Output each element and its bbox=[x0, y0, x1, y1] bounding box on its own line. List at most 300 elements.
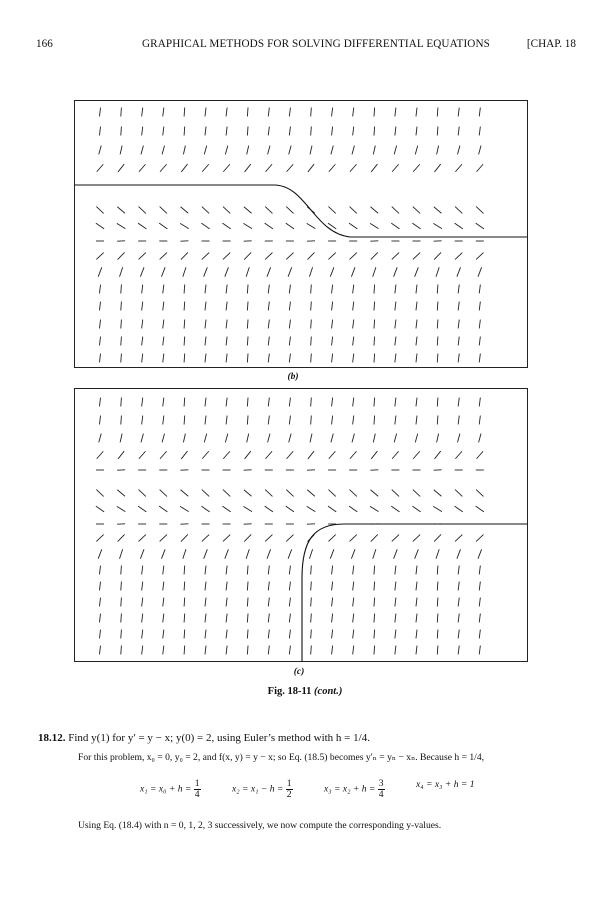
slope-segment bbox=[268, 582, 269, 591]
slope-segment bbox=[370, 506, 379, 511]
slope-segment bbox=[226, 285, 227, 294]
slope-segment bbox=[184, 398, 185, 407]
slope-segment bbox=[437, 354, 438, 363]
slope-segment bbox=[121, 614, 122, 623]
slope-segment bbox=[266, 164, 273, 172]
slope-segment bbox=[289, 354, 290, 363]
slope-segment bbox=[205, 354, 206, 363]
slope-segment bbox=[121, 630, 122, 639]
slope-segment bbox=[329, 451, 336, 459]
slope-segment bbox=[268, 127, 269, 136]
slope-segment bbox=[395, 398, 396, 407]
slope-segment bbox=[458, 127, 459, 136]
slope-segment bbox=[268, 630, 269, 639]
slope-segment bbox=[223, 164, 230, 172]
slope-segment bbox=[204, 434, 206, 443]
slope-segment bbox=[286, 253, 293, 260]
slope-segment bbox=[202, 253, 209, 260]
slope-segment bbox=[289, 108, 290, 117]
slope-segment bbox=[99, 354, 100, 363]
slope-segment bbox=[161, 549, 165, 558]
slope-segment bbox=[351, 267, 355, 276]
slope-segment bbox=[205, 598, 206, 607]
slope-segment bbox=[99, 337, 100, 346]
slope-segment bbox=[163, 354, 164, 363]
slope-segment bbox=[247, 398, 248, 407]
direction-field-panel-b bbox=[74, 100, 528, 368]
slope-segment bbox=[268, 320, 269, 329]
slope-segment bbox=[163, 127, 164, 136]
slope-segment bbox=[163, 582, 164, 591]
slope-segment bbox=[458, 630, 459, 639]
slope-segment bbox=[392, 253, 399, 260]
slope-segment bbox=[374, 416, 375, 425]
slope-segment bbox=[243, 506, 252, 511]
slope-segment bbox=[139, 490, 146, 497]
slope-segment bbox=[247, 127, 248, 136]
slope-segment bbox=[455, 506, 463, 512]
slope-segment bbox=[349, 506, 357, 512]
slope-segment bbox=[328, 490, 335, 497]
slope-segment bbox=[433, 506, 442, 511]
slope-segment bbox=[412, 223, 420, 229]
slope-segment bbox=[205, 320, 206, 329]
slope-segment bbox=[416, 566, 417, 575]
slope-segment bbox=[458, 146, 460, 155]
slope-segment bbox=[311, 646, 312, 655]
slope-segment bbox=[353, 598, 354, 607]
slope-segment bbox=[118, 534, 125, 541]
slope-segment bbox=[413, 451, 420, 459]
slope-segment bbox=[374, 598, 375, 607]
slope-segment bbox=[437, 614, 438, 623]
slope-segment bbox=[437, 646, 438, 655]
slope-segment bbox=[225, 549, 229, 558]
slope-segment bbox=[222, 223, 230, 229]
slope-segment bbox=[226, 598, 227, 607]
slope-segment bbox=[268, 285, 269, 294]
slope-segment bbox=[161, 267, 165, 276]
slope-segment bbox=[184, 127, 185, 136]
slope-segment bbox=[286, 535, 293, 542]
slope-segment bbox=[99, 646, 100, 655]
slope-segment bbox=[142, 630, 143, 639]
slope-segment bbox=[201, 506, 209, 512]
slope-segment bbox=[395, 582, 396, 591]
slope-segment bbox=[121, 302, 122, 311]
problem-body-line-2: Using Eq. (18.4) with n = 0, 1, 2, 3 successively, we now compute the corresponding y-values. bbox=[78, 820, 442, 831]
slope-segment bbox=[163, 646, 164, 655]
slope-segment bbox=[332, 285, 333, 294]
slope-segment bbox=[458, 398, 459, 407]
slope-segment bbox=[226, 582, 227, 591]
slope-segment bbox=[268, 646, 269, 655]
slope-segment bbox=[395, 598, 396, 607]
problem-statement bbox=[38, 732, 370, 744]
problem-number: 18.12. bbox=[38, 732, 66, 744]
slope-segment bbox=[311, 416, 312, 425]
slope-segment bbox=[476, 207, 483, 214]
slope-segment bbox=[437, 108, 438, 117]
slope-segment bbox=[223, 490, 230, 497]
slope-segment bbox=[205, 630, 206, 639]
slope-segment bbox=[353, 566, 354, 575]
slope-segment bbox=[374, 582, 375, 591]
slope-segment bbox=[353, 302, 354, 311]
slope-segment bbox=[395, 302, 396, 311]
slope-segment bbox=[120, 549, 123, 558]
slope-segment bbox=[458, 646, 459, 655]
slope-segment bbox=[416, 598, 417, 607]
slope-segment bbox=[311, 582, 312, 591]
slope-segment bbox=[98, 549, 102, 558]
slope-segment bbox=[184, 108, 185, 117]
slope-segment bbox=[479, 630, 480, 639]
slope-segment bbox=[307, 223, 316, 228]
slope-segment bbox=[142, 646, 143, 655]
figure-suffix: (cont.) bbox=[314, 686, 343, 697]
slope-segment bbox=[286, 223, 294, 229]
slope-segment bbox=[96, 253, 103, 260]
slope-segment bbox=[412, 506, 420, 512]
slope-segment bbox=[205, 416, 206, 425]
slope-segment bbox=[180, 506, 189, 511]
slope-segment bbox=[244, 252, 251, 259]
slope-segment bbox=[247, 614, 248, 623]
slope-segment bbox=[395, 354, 396, 363]
slope-segment bbox=[267, 549, 271, 558]
slope-segment bbox=[247, 630, 248, 639]
slope-segment bbox=[437, 127, 438, 136]
slope-segment bbox=[394, 267, 398, 276]
slope-segment bbox=[96, 506, 104, 512]
slope-segment bbox=[226, 416, 227, 425]
page-number: 166 bbox=[36, 38, 53, 50]
slope-segment bbox=[142, 416, 143, 425]
slope-segment bbox=[395, 285, 396, 294]
slope-segment bbox=[245, 164, 251, 172]
slope-segment bbox=[413, 535, 420, 542]
slope-segment bbox=[247, 108, 248, 117]
slope-segment bbox=[138, 223, 146, 229]
slope-segment bbox=[99, 582, 100, 591]
slope-segment bbox=[416, 108, 417, 117]
slope-segment bbox=[163, 614, 164, 623]
slope-segment bbox=[99, 598, 100, 607]
slope-segment bbox=[99, 127, 100, 136]
slope-segment bbox=[391, 223, 399, 229]
slope-segment bbox=[351, 549, 355, 558]
slope-segment bbox=[265, 535, 272, 542]
slope-segment bbox=[436, 267, 439, 276]
slope-segment bbox=[268, 108, 269, 117]
slope-segment bbox=[392, 535, 399, 542]
slope-segment bbox=[392, 164, 399, 172]
slope-segment bbox=[118, 451, 124, 459]
slope-segment bbox=[181, 164, 187, 172]
slope-segment bbox=[96, 535, 103, 542]
slope-segment bbox=[395, 108, 396, 117]
slope-segment bbox=[437, 320, 438, 329]
slope-segment bbox=[353, 582, 354, 591]
slope-segment bbox=[289, 566, 290, 575]
slope-segment bbox=[97, 451, 104, 459]
slope-segment bbox=[332, 320, 333, 329]
slope-segment bbox=[247, 416, 248, 425]
slope-segment bbox=[225, 267, 229, 276]
slope-segment bbox=[332, 127, 333, 136]
slope-segment bbox=[181, 451, 187, 459]
slope-segment bbox=[205, 614, 206, 623]
slope-segment bbox=[117, 490, 125, 496]
slope-segment bbox=[307, 490, 315, 496]
slope-segment bbox=[311, 285, 312, 294]
slope-segment bbox=[458, 285, 459, 294]
slope-segment bbox=[246, 267, 249, 276]
slope-segment bbox=[121, 108, 122, 117]
panel-label-b: (b) bbox=[287, 372, 299, 382]
slope-segment bbox=[370, 207, 378, 213]
slope-segment bbox=[226, 566, 227, 575]
slope-segment bbox=[289, 646, 290, 655]
plot-frame bbox=[75, 101, 528, 368]
slope-segment bbox=[205, 285, 206, 294]
slope-segment bbox=[117, 223, 126, 228]
slope-segment bbox=[184, 337, 185, 346]
slope-segment bbox=[139, 451, 146, 459]
slope-segment bbox=[226, 337, 227, 346]
slope-segment bbox=[479, 614, 480, 623]
slope-segment bbox=[160, 490, 167, 497]
slope-segment bbox=[458, 354, 459, 363]
slope-segment bbox=[311, 566, 312, 575]
slope-segment bbox=[477, 451, 484, 459]
figure-label: Fig. 18-11 bbox=[267, 686, 312, 697]
slope-segment bbox=[204, 549, 208, 558]
slope-segment bbox=[265, 253, 272, 260]
slope-segment bbox=[205, 127, 206, 136]
slope-segment bbox=[437, 434, 439, 443]
slope-segment bbox=[99, 630, 100, 639]
slope-segment bbox=[99, 416, 100, 425]
slope-segment bbox=[265, 490, 272, 497]
slope-segment bbox=[286, 506, 294, 512]
equation-x2: x₂ = x₁ − h = $\frac{1}{2}$ bbox=[232, 778, 292, 800]
slope-segment bbox=[370, 223, 379, 228]
slope-segment bbox=[332, 398, 333, 407]
slope-segment bbox=[225, 434, 227, 443]
slope-segment bbox=[458, 337, 459, 346]
slope-segment bbox=[96, 223, 104, 229]
slope-segment bbox=[202, 490, 209, 497]
slope-segment bbox=[374, 566, 375, 575]
slope-segment bbox=[184, 566, 185, 575]
slope-segment bbox=[479, 582, 480, 591]
slope-segment bbox=[416, 354, 417, 363]
slope-segment bbox=[289, 598, 290, 607]
equation-x3: x₃ = x₂ + h = $\frac{3}{4}$ bbox=[324, 778, 384, 800]
slope-segment bbox=[332, 108, 333, 117]
slope-segment bbox=[202, 207, 209, 214]
slope-segment bbox=[311, 614, 312, 623]
slope-segment bbox=[479, 146, 481, 155]
slope-segment bbox=[332, 614, 333, 623]
slope-segment bbox=[163, 337, 164, 346]
slope-segment bbox=[181, 534, 188, 541]
slope-segment bbox=[121, 416, 122, 425]
slope-segment bbox=[245, 451, 251, 459]
slope-segment bbox=[289, 127, 290, 136]
slope-segment bbox=[121, 285, 122, 294]
slope-segment bbox=[120, 434, 122, 443]
slope-segment bbox=[204, 267, 208, 276]
slope-segment bbox=[120, 267, 123, 276]
slope-segment bbox=[223, 535, 230, 542]
slope-segment bbox=[349, 223, 357, 229]
slope-segment bbox=[205, 398, 206, 407]
slope-segment bbox=[374, 127, 375, 136]
slope-segment bbox=[458, 434, 460, 443]
slope-segment bbox=[330, 549, 334, 558]
slope-segment bbox=[479, 416, 480, 425]
slope-segment bbox=[121, 582, 122, 591]
slope-segment bbox=[184, 285, 185, 294]
slope-segment bbox=[286, 490, 293, 497]
slope-segment bbox=[244, 534, 251, 541]
slope-segment bbox=[437, 598, 438, 607]
slope-segment bbox=[311, 398, 312, 407]
slope-segment bbox=[120, 146, 122, 155]
slope-segment bbox=[329, 164, 336, 172]
slope-segment bbox=[415, 267, 419, 276]
slope-segment bbox=[99, 302, 100, 311]
slope-segment bbox=[268, 416, 269, 425]
slope-segment bbox=[223, 207, 230, 214]
slope-segment bbox=[308, 451, 314, 459]
slope-segment bbox=[247, 337, 248, 346]
slope-segment bbox=[139, 164, 146, 172]
slope-segment bbox=[434, 252, 441, 259]
slope-segment bbox=[184, 354, 185, 363]
slope-segment bbox=[437, 566, 438, 575]
slope-segment bbox=[395, 127, 396, 136]
slope-segment bbox=[142, 598, 143, 607]
slope-segment bbox=[142, 337, 143, 346]
slope-segment bbox=[437, 630, 438, 639]
slope-segment bbox=[141, 146, 143, 155]
slope-segment bbox=[415, 146, 417, 155]
slope-segment bbox=[479, 302, 480, 311]
slope-segment bbox=[309, 549, 312, 558]
slope-segment bbox=[476, 253, 483, 260]
slope-segment bbox=[416, 582, 417, 591]
slope-segment bbox=[479, 108, 480, 117]
slope-segment bbox=[160, 253, 167, 260]
slope-segment bbox=[331, 146, 333, 155]
slope-segment bbox=[371, 252, 378, 259]
slope-segment bbox=[479, 646, 480, 655]
slope-segment bbox=[226, 614, 227, 623]
x-values-equations bbox=[140, 773, 480, 801]
slope-segment bbox=[247, 598, 248, 607]
slope-segment bbox=[205, 337, 206, 346]
slope-segment bbox=[121, 646, 122, 655]
slope-segment bbox=[118, 252, 125, 259]
slope-segment bbox=[458, 598, 459, 607]
slope-segment bbox=[457, 267, 461, 276]
slope-segment bbox=[202, 164, 209, 172]
solution-curve bbox=[302, 524, 527, 662]
slope-segment bbox=[204, 146, 206, 155]
slope-segment bbox=[332, 630, 333, 639]
slope-segment bbox=[99, 614, 100, 623]
slope-segment bbox=[328, 207, 335, 214]
slope-segment bbox=[163, 630, 164, 639]
slope-segment bbox=[162, 146, 164, 155]
slope-segment bbox=[477, 164, 484, 172]
slope-segment bbox=[350, 207, 357, 214]
slope-segment bbox=[121, 598, 122, 607]
slope-segment bbox=[371, 451, 377, 459]
slope-segment bbox=[373, 434, 375, 443]
slope-segment bbox=[288, 267, 292, 276]
slope-segment bbox=[374, 302, 375, 311]
slope-segment bbox=[353, 398, 354, 407]
slope-segment bbox=[416, 398, 417, 407]
slope-segment bbox=[288, 549, 292, 558]
slope-segment bbox=[416, 630, 417, 639]
slope-segment bbox=[455, 451, 462, 459]
slope-segment bbox=[311, 354, 312, 363]
slope-segment bbox=[332, 598, 333, 607]
slope-segment bbox=[247, 566, 248, 575]
slope-segment bbox=[353, 646, 354, 655]
slope-segment bbox=[353, 285, 354, 294]
slope-segment bbox=[371, 164, 377, 172]
slope-segment bbox=[374, 108, 375, 117]
slope-segment bbox=[268, 434, 270, 443]
slope-segment bbox=[247, 354, 248, 363]
slope-segment bbox=[350, 490, 357, 497]
slope-segment bbox=[374, 630, 375, 639]
slope-segment bbox=[458, 302, 459, 311]
slope-segment bbox=[434, 534, 441, 541]
slope-segment bbox=[99, 146, 101, 155]
slope-segment bbox=[268, 354, 269, 363]
slope-segment bbox=[458, 320, 459, 329]
slope-segment bbox=[160, 207, 167, 214]
slope-segment bbox=[352, 146, 354, 155]
slope-segment bbox=[226, 630, 227, 639]
slope-segment bbox=[138, 506, 146, 512]
slope-segment bbox=[142, 398, 143, 407]
slope-segment bbox=[479, 566, 480, 575]
slope-segment bbox=[267, 267, 271, 276]
slope-segment bbox=[328, 253, 335, 260]
slope-segment bbox=[244, 207, 252, 213]
slope-segment bbox=[163, 598, 164, 607]
slope-segment bbox=[413, 207, 420, 214]
slope-segment bbox=[353, 416, 354, 425]
slope-segment bbox=[205, 302, 206, 311]
slope-segment bbox=[311, 302, 312, 311]
slope-segment bbox=[374, 614, 375, 623]
slope-segment bbox=[99, 434, 101, 443]
slope-segment bbox=[184, 302, 185, 311]
slope-segment bbox=[332, 582, 333, 591]
slope-segment bbox=[142, 320, 143, 329]
slope-segment bbox=[205, 108, 206, 117]
